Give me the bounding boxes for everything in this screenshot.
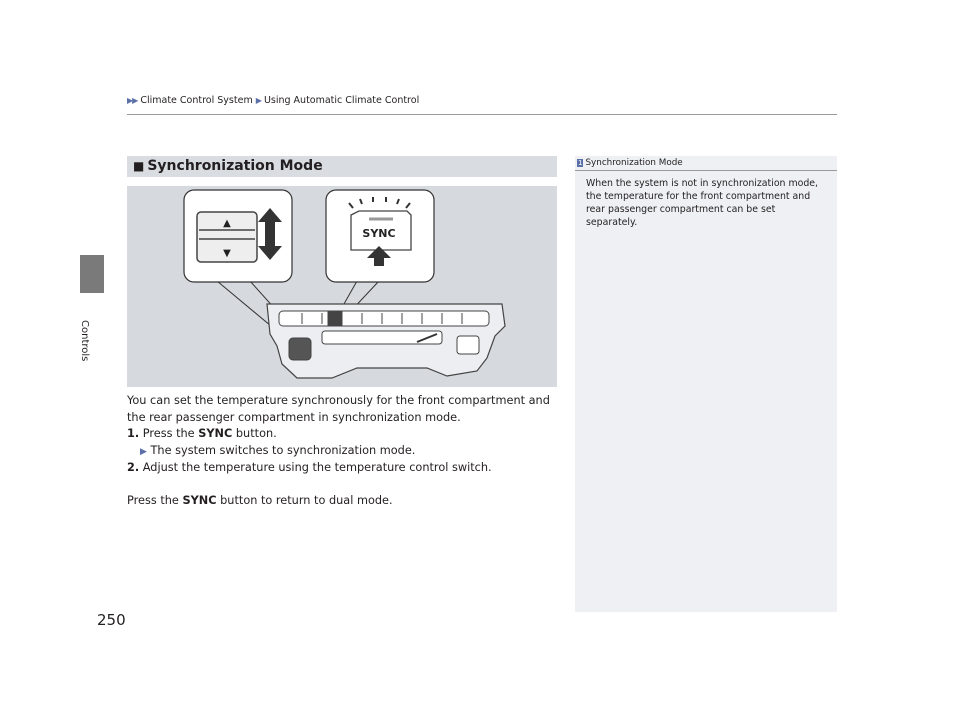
breadcrumb-arrow-icon: ▶▶ — [127, 96, 138, 105]
return-instruction: Press the SYNC button to return to dual mode. — [127, 493, 393, 507]
climate-panel — [267, 304, 505, 378]
breadcrumb-level1[interactable]: Climate Control System — [140, 95, 253, 106]
sync-button-callout — [326, 190, 434, 282]
side-note-text: When the system is not in synchronization mode, the temperature for the front compartment and rear passenger compartment can be set separately. — [586, 178, 819, 228]
chapter-tab-label: Controls — [79, 320, 90, 362]
temperature-switch-callout — [184, 190, 292, 282]
page-number: 250 — [97, 611, 126, 629]
svg-text:SYNC: SYNC — [362, 227, 396, 240]
chapter-tab-marker — [80, 255, 104, 293]
svg-text:▼: ▼ — [223, 248, 231, 259]
section-heading — [127, 156, 557, 177]
climate-panel-drawing — [127, 186, 557, 387]
header-divider — [127, 114, 837, 115]
breadcrumb-arrow-icon: ▶ — [255, 96, 261, 105]
section-body — [127, 393, 559, 509]
side-note-panel — [575, 156, 837, 612]
step-2: 2. Adjust the temperature using the temperature control switch. — [127, 461, 492, 474]
note-number-badge: 1 — [578, 159, 583, 167]
result-arrow-icon: ▶ — [140, 446, 147, 457]
step-1: 1. Press the SYNC button. — [127, 427, 277, 440]
section-title: Synchronization Mode — [147, 158, 323, 174]
sync-keyword: SYNC — [182, 493, 217, 507]
climate-control-illustration — [127, 186, 557, 387]
intro-paragraph: You can set the temperature synchronously for the front compartment and the rear passenger compartment in synchronization mode. — [127, 394, 550, 424]
step-1-result: ▶ The system switches to synchronization mode. — [140, 443, 416, 457]
section-square-icon: ■ — [133, 159, 145, 173]
breadcrumb-level2[interactable]: Using Automatic Climate Control — [263, 95, 420, 106]
svg-text:▲: ▲ — [223, 218, 231, 229]
sync-keyword: SYNC — [198, 427, 233, 440]
side-note-title: Synchronization Mode — [585, 158, 683, 168]
breadcrumb — [127, 95, 419, 106]
side-note-heading — [575, 156, 837, 171]
